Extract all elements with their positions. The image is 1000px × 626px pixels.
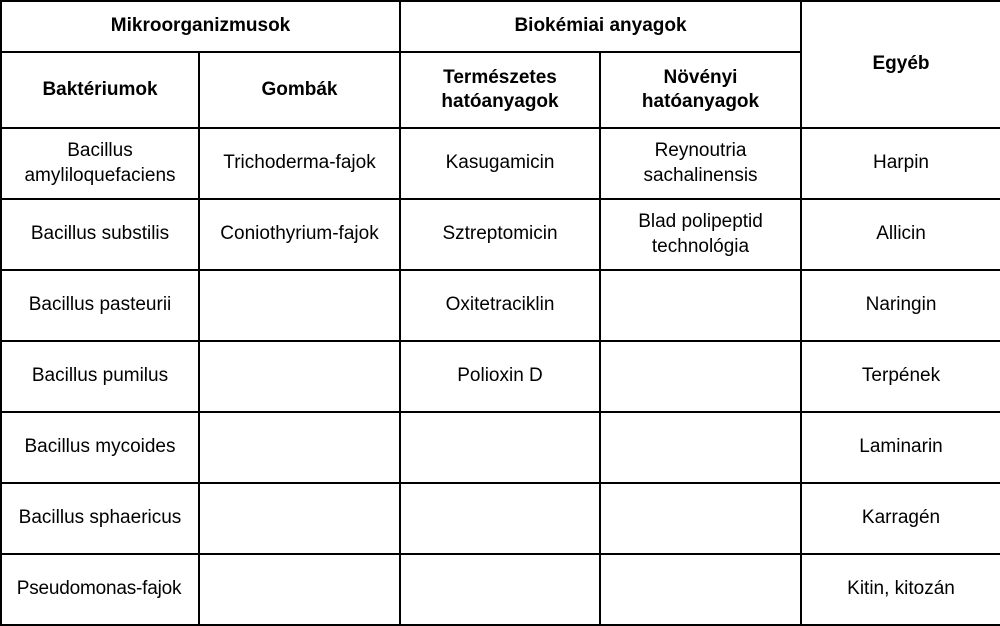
cell-bacteria: Bacillus pumilus [1, 341, 199, 412]
cell-other: Allicin [801, 199, 1000, 270]
header-column-natural-actives-line2: hatóanyagok [441, 91, 559, 112]
cell-bacteria: Bacillus amyliloquefaciens [1, 128, 199, 199]
table-row [1, 199, 1000, 270]
table-row [1, 128, 1000, 199]
cell-fungi: Coniothyrium-fajok [199, 199, 400, 270]
header-column-plant-actives-line2: hatóanyagok [641, 91, 760, 112]
table-header [1, 1, 1000, 128]
cell-natural-actives: Sztreptomicin [400, 199, 600, 270]
cell-other: Laminarin [801, 412, 1000, 483]
table-row [1, 412, 1000, 483]
table-row [1, 270, 1000, 341]
cell-bacteria: Bacillus pasteurii [1, 270, 199, 341]
header-group-microorganisms: Mikroorganizmusok [1, 1, 400, 52]
cell-bacteria: Bacillus substilis [1, 199, 199, 270]
header-column-plant-actives [600, 52, 801, 128]
cell-plant-actives [600, 483, 801, 554]
header-column-natural-actives-line1: Természetes [443, 66, 557, 88]
table-body [1, 128, 1000, 625]
cell-other: Harpin [801, 128, 1000, 199]
cell-plant-actives [600, 270, 801, 341]
cell-bacteria: Bacillus mycoides [1, 412, 199, 483]
header-column-natural-actives [400, 52, 600, 128]
header-column-fungi [199, 52, 400, 128]
header-column-bacteria-label: Baktériumok [42, 78, 158, 100]
cell-plant-actives [600, 412, 801, 483]
cell-fungi [199, 483, 400, 554]
header-column-fungi-label: Gombák [261, 78, 338, 100]
cell-bacteria [1, 554, 199, 625]
cell-natural-actives: Oxitetraciklin [400, 270, 600, 341]
cell-other: Karragén [801, 483, 1000, 554]
header-group-biochemicals: Biokémiai anyagok [400, 1, 801, 52]
cell-natural-actives [400, 483, 600, 554]
cell-other: Naringin [801, 270, 1000, 341]
cell-natural-actives: Polioxin D [400, 341, 600, 412]
table-row [1, 554, 1000, 625]
table-row [1, 341, 1000, 412]
cell-bacteria-label: Pseudomonas-fajok [16, 578, 182, 600]
cell-other: Kitin, kitozán [801, 554, 1000, 625]
cell-natural-actives [400, 412, 600, 483]
header-column-plant-actives-line1: Növényi [663, 66, 738, 88]
header-group-row [1, 1, 1000, 52]
table-row [1, 483, 1000, 554]
cell-fungi [199, 412, 400, 483]
cell-fungi [199, 270, 400, 341]
header-column-bacteria [1, 52, 199, 128]
cell-natural-actives: Kasugamicin [400, 128, 600, 199]
cell-other: Terpének [801, 341, 1000, 412]
cell-fungi [199, 341, 400, 412]
cell-plant-actives [600, 554, 801, 625]
header-column-other: Egyéb [801, 1, 1000, 128]
cell-fungi: Trichoderma-fajok [199, 128, 400, 199]
cell-plant-actives: Blad polipeptid technológia [600, 199, 801, 270]
cell-plant-actives [600, 341, 801, 412]
cell-plant-actives: Reynoutria sachalinensis [600, 128, 801, 199]
cell-natural-actives [400, 554, 600, 625]
cell-bacteria: Bacillus sphaericus [1, 483, 199, 554]
cell-fungi [199, 554, 400, 625]
